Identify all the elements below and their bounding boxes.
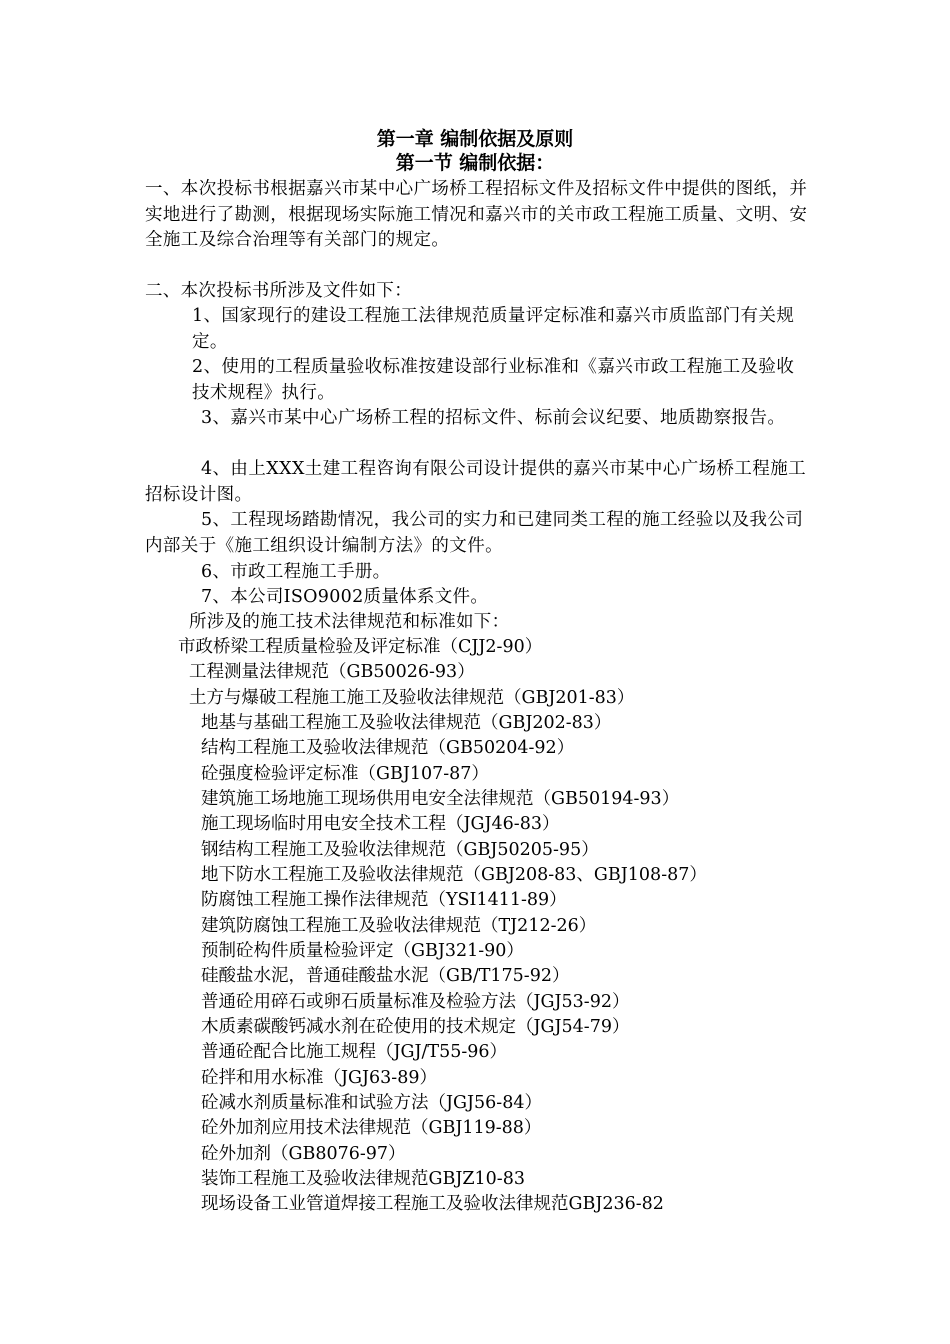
list-item-5: 5、工程现场踏勘情况，我公司的实力和已建同类工程的施工经验以及我公司内部关于《施工组织设计编制方法》的文件。 bbox=[145, 510, 804, 556]
standard-item: 预制砼构件质量检验评定（GBJ321-90） bbox=[201, 941, 524, 961]
standard-item: 地基与基础工程施工及验收法律规范（GBJ202-83） bbox=[201, 713, 612, 733]
intro-paragraph-1: 一、本次投标书根据嘉兴市某中心广场桥工程招标文件及招标文件中提供的图纸，并实地进行了勘测，根据现场实际施工情况和嘉兴市的关市政工程施工质量、文明、安全施工及综合治理等有关部门的规定。 bbox=[145, 179, 808, 250]
standard-item: 砼拌和用水标准（JGJ63-89） bbox=[201, 1068, 437, 1088]
list-item-2: 2、使用的工程质量验收标准按建设部行业标准和《嘉兴市政工程施工及验收技术规程》执行。 bbox=[192, 357, 795, 403]
standard-item: 砼减水剂质量标准和试验方法（JGJ56-84） bbox=[201, 1093, 542, 1113]
standard-item: 普通砼配合比施工规程（JGJ/T55-96） bbox=[201, 1042, 508, 1062]
standard-item: 装饰工程施工及验收法律规范GBJZ10-83 bbox=[201, 1169, 525, 1189]
standard-item: 木质素碳酸钙减水剂在砼使用的技术规定（JGJ54-79） bbox=[201, 1017, 630, 1037]
standard-item: 工程测量法律规范（GB50026-93） bbox=[189, 662, 475, 682]
list-item-3: 3、嘉兴市某中心广场桥工程的招标文件、标前会议纪要、地质勘察报告。 bbox=[201, 408, 786, 428]
standard-item: 现场设备工业管道焊接工程施工及验收法律规范GBJ236-82 bbox=[201, 1194, 664, 1214]
list-item-6: 6、市政工程施工手册。 bbox=[201, 562, 391, 582]
chapter-title: 第一章 编制依据及原则 bbox=[376, 128, 574, 150]
standard-item: 防腐蚀工程施工操作法律规范（YSI1411-89） bbox=[201, 890, 567, 910]
standard-item: 土方与爆破工程施工施工及验收法律规范（GBJ201-83） bbox=[189, 688, 635, 708]
standards-intro: 所涉及的施工技术法律规范和标准如下： bbox=[189, 612, 510, 632]
standard-item: 硅酸盐水泥，普通硅酸盐水泥（GB/T175-92） bbox=[201, 966, 570, 986]
standard-item: 建筑防腐蚀工程施工及验收法律规范（TJ212-26） bbox=[201, 916, 597, 936]
section-title: 第一节 编制依据： bbox=[395, 152, 555, 174]
standard-item: 砼外加剂应用技术法律规范（GBJ119-88） bbox=[201, 1118, 542, 1138]
standard-item: 建筑施工场地施工现场供用电安全法律规范（GB50194-93） bbox=[201, 789, 680, 809]
list-item-4: 4、由上XXX土建工程咨询有限公司设计提供的嘉兴市某中心广场桥工程施工招标设计图。 bbox=[145, 459, 807, 505]
standard-item: 砼外加剂（GB8076-97） bbox=[201, 1144, 406, 1164]
standard-item: 砼强度检验评定标准（GBJ107-87） bbox=[201, 764, 489, 784]
standard-item: 钢结构工程施工及验收法律规范（GBJ50205-95） bbox=[201, 840, 599, 860]
standard-item: 市政桥梁工程质量检验及评定标准（CJJ2-90） bbox=[178, 637, 543, 657]
standard-item: 普通砼用碎石或卵石质量标准及检验方法（JGJ53-92） bbox=[201, 992, 630, 1012]
standard-item: 地下防水工程施工及验收法律规范（GBJ208-83、GBJ108-87） bbox=[201, 865, 707, 885]
intro-paragraph-2: 二、本次投标书所涉及文件如下： bbox=[145, 281, 412, 301]
standard-item: 结构工程施工及验收法律规范（GB50204-92） bbox=[201, 738, 575, 758]
list-item-7: 7、本公司ISO9002质量体系文件。 bbox=[201, 587, 489, 607]
standard-item: 施工现场临时用电安全技术工程（JGJ46-83） bbox=[201, 814, 560, 834]
list-item-1: 1、国家现行的建设工程施工法律规范质量评定标准和嘉兴市质监部门有关规定。 bbox=[192, 306, 795, 352]
